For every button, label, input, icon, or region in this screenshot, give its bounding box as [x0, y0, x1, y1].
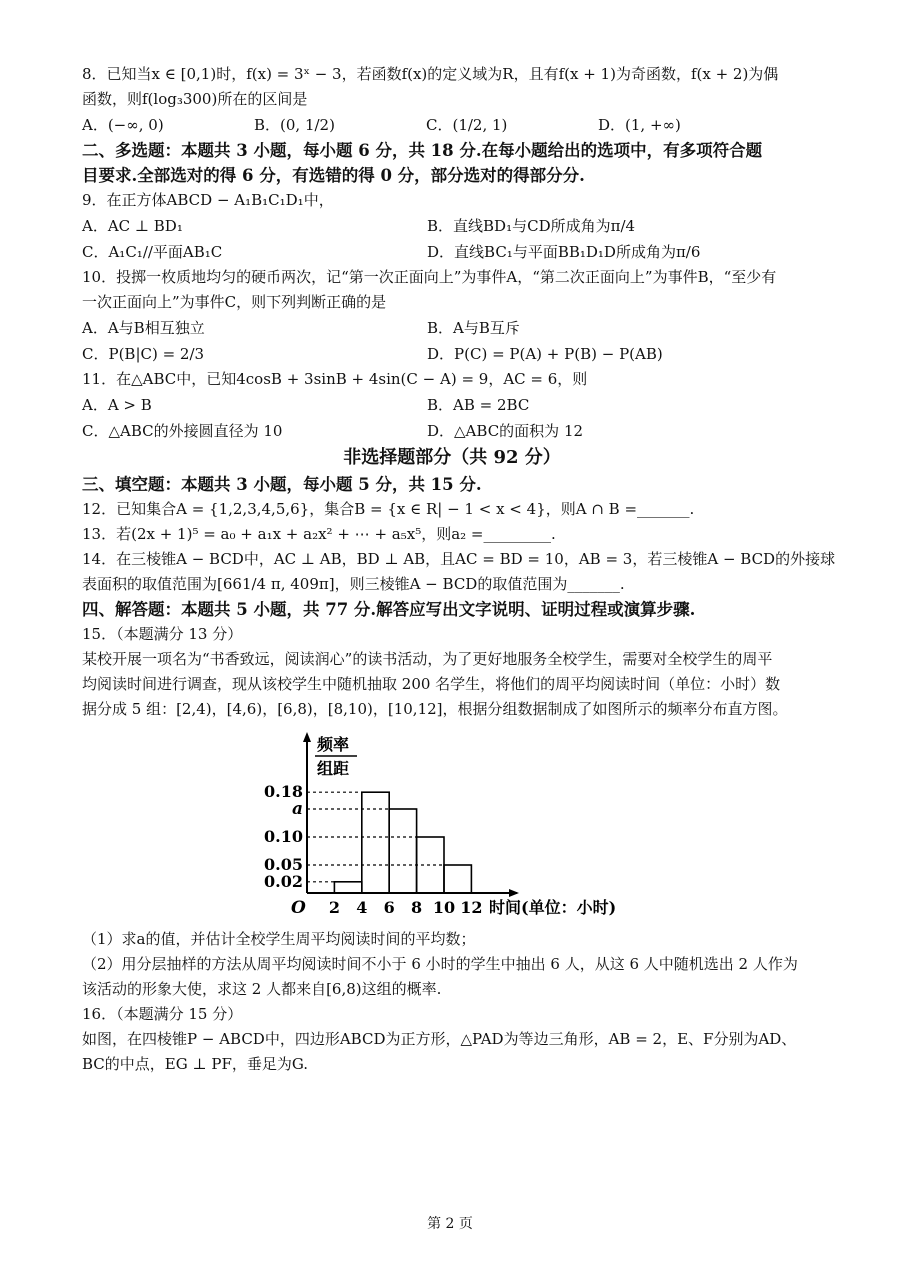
q15-head: 15．（本题满分 13 分）: [82, 625, 243, 643]
q8-stem: 8．已知当x ∈ [0,1)时，f(x) = 3ˣ − 3，若函数f(x)的定义域为R，且有f(x + 1)为奇函数，f(x + 2)为偶: [82, 65, 779, 83]
q10-stem: 10．投掷一枚质地均匀的硬币两次，记“第一次正面向上”为事件A，“第二次正面向上”为事件B，“至少有: [82, 268, 777, 286]
question-8: [82, 62, 822, 138]
y-axis-arrow: [303, 732, 311, 742]
q8-option-c: C．(1/2, 1): [426, 116, 508, 134]
question-13: 13．若(2x + 1)⁵ = a₀ + a₁x + a₂x² + ⋯ + a₅x⁵，则a₂ =_________.: [82, 525, 556, 543]
y-tick-label: 0.18: [264, 782, 303, 802]
q10-option-a: A．A与B相互独立: [82, 319, 205, 337]
q11-option-a: A．A > B: [82, 396, 152, 414]
q8-option-b: B．(0, 1/2): [254, 116, 335, 134]
q9-option-c: C．A₁C₁//平面AB₁C: [82, 243, 223, 261]
q11-option-b: B．AB = 2BC: [427, 396, 530, 414]
q10-option-c: C．P(B|C) = 2/3: [82, 345, 205, 363]
x-tick-label: 6: [383, 898, 395, 917]
q15-sub-1: （1）求a的值，并估计全校学生周平均阅读时间的平均数；: [82, 930, 476, 948]
section-3-title: 三、填空题：本题共 3 小题，每小题 5 分，共 15 分.: [82, 475, 482, 494]
q10-stem-2: 一次正面向上”为事件C，则下列判断正确的是: [82, 293, 387, 311]
y-tick-label: a: [291, 799, 303, 819]
origin-label: O: [291, 898, 306, 918]
histogram-bar: [389, 809, 416, 893]
q8-options: [82, 112, 822, 138]
y-tick-label: 0.05: [264, 855, 303, 874]
q15-sub-3: 该活动的形象大使，求这 2 人都来自[6,8)这组的概率.: [82, 980, 442, 998]
q8-stem-2: 函数，则f(log₃300)所在的区间是: [82, 90, 308, 108]
x-tick-label: 12: [460, 898, 483, 917]
q11-stem: 11．在△ABC中，已知4cosB + 3sinB + 4sin(C − A) = 9，AC = 6，则: [82, 370, 588, 388]
q9-option-b: B．直线BD₁与CD所成角为π/4: [427, 217, 636, 235]
question-11: [82, 367, 822, 444]
histogram-bar: [362, 792, 389, 893]
q16-p2: BC的中点，EG ⊥ PF，垂足为G.: [82, 1055, 309, 1073]
q9-option-a: A．AC ⊥ BD₁: [82, 217, 183, 235]
x-tick-label: 2: [328, 898, 340, 917]
q10-option-d: D．P(C) = P(A) + P(B) − P(AB): [427, 345, 663, 363]
q14-line-1: 14．在三棱锥A − BCD中，AC ⊥ AB，BD ⊥ AB，且AC = BD = 10，AB = 3，若三棱锥A − BCD的外接球: [82, 550, 836, 568]
section-2-title-2: 目要求.全部选对的得 6 分，有选错的得 0 分，部分选对的得部分分.: [82, 166, 585, 185]
q9-stem: 9．在正方体ABCD − A₁B₁C₁D₁中，: [82, 191, 334, 209]
question-15: [82, 622, 822, 1002]
section-2-title: 二、多选题：本题共 3 小题，每小题 6 分，共 18 分.在每小题给出的选项中，有多项符合题: [82, 141, 763, 160]
q15-p1: 某校开展一项名为“书香致远，阅读润心”的读书活动，为了更好地服务全校学生，需要对全校学生的周平: [82, 650, 773, 668]
q14-line-2: 表面积的取值范围为[661/4 π, 409π]，则三棱锥A − BCD的取值范围为_______.: [82, 575, 625, 593]
question-14: [82, 547, 836, 597]
y-label-top: 频率: [317, 735, 350, 754]
q11-option-c: C．△ABC的外接圆直径为 10: [82, 422, 283, 440]
y-label-bottom: 组距: [317, 759, 350, 778]
exam-page: [82, 62, 836, 1077]
q11-option-d: D．△ABC的面积为 12: [427, 422, 584, 440]
q15-p3: 据分成 5 组：[2,4)，[4,6)，[6,8)，[8,10)，[10,12]，根据分组数据制成了如图所示的频率分布直方图。: [82, 700, 788, 718]
y-tick-label: 0.10: [264, 827, 303, 846]
question-10: [82, 265, 822, 367]
x-tick-label: 8: [411, 898, 423, 917]
x-axis-label: 时间(单位：小时): [489, 898, 617, 917]
q8-option-a: A．(−∞, 0): [82, 116, 164, 134]
question-9: [82, 188, 822, 265]
q10-option-b: B．A与B互斥: [427, 319, 520, 337]
section-4-title: 四、解答题：本题共 5 小题，共 77 分.解答应写出文字说明、证明过程或演算步骤.: [82, 600, 696, 619]
q15-p2: 均阅读时间进行调查，现从该校学生中随机抽取 200 名学生，将他们的周平均阅读时间（单位：小时）数: [82, 675, 781, 693]
q15-sub-2: （2）用分层抽样的方法从周平均阅读时间不小于 6 小时的学生中抽出 6 人，从这 6 人中随机选出 2 人作为: [82, 955, 798, 973]
histogram-bar: [334, 882, 361, 893]
x-tick-label: 10: [432, 898, 456, 917]
part-2-title: 非选择题部分（共 92 分）: [343, 447, 561, 468]
frequency-histogram: [257, 728, 647, 923]
question-16: [82, 1002, 822, 1077]
question-12: 12．已知集合A = {1,2,3,4,5,6}，集合B = {x ∈ R| − 1 < x < 4}，则A ∩ B =_______.: [82, 500, 695, 518]
q16-p1: 如图，在四棱锥P − ABCD中，四边形ABCD为正方形，△PAD为等边三角形，AB = 2，E、F分别为AD、: [82, 1030, 797, 1048]
x-tick-label: 4: [356, 898, 368, 917]
histogram-bar: [444, 865, 471, 893]
q8-option-d: D．(1, +∞): [598, 116, 681, 134]
section-2-header: [82, 138, 822, 188]
y-tick-label: 0.02: [264, 871, 303, 891]
q16-head: 16．（本题满分 15 分）: [82, 1005, 243, 1023]
q9-option-d: D．直线BC₁与平面BB₁D₁D所成角为π/6: [427, 243, 701, 261]
page-number: 第 2 页: [427, 1216, 473, 1232]
x-axis-arrow: [509, 889, 519, 897]
